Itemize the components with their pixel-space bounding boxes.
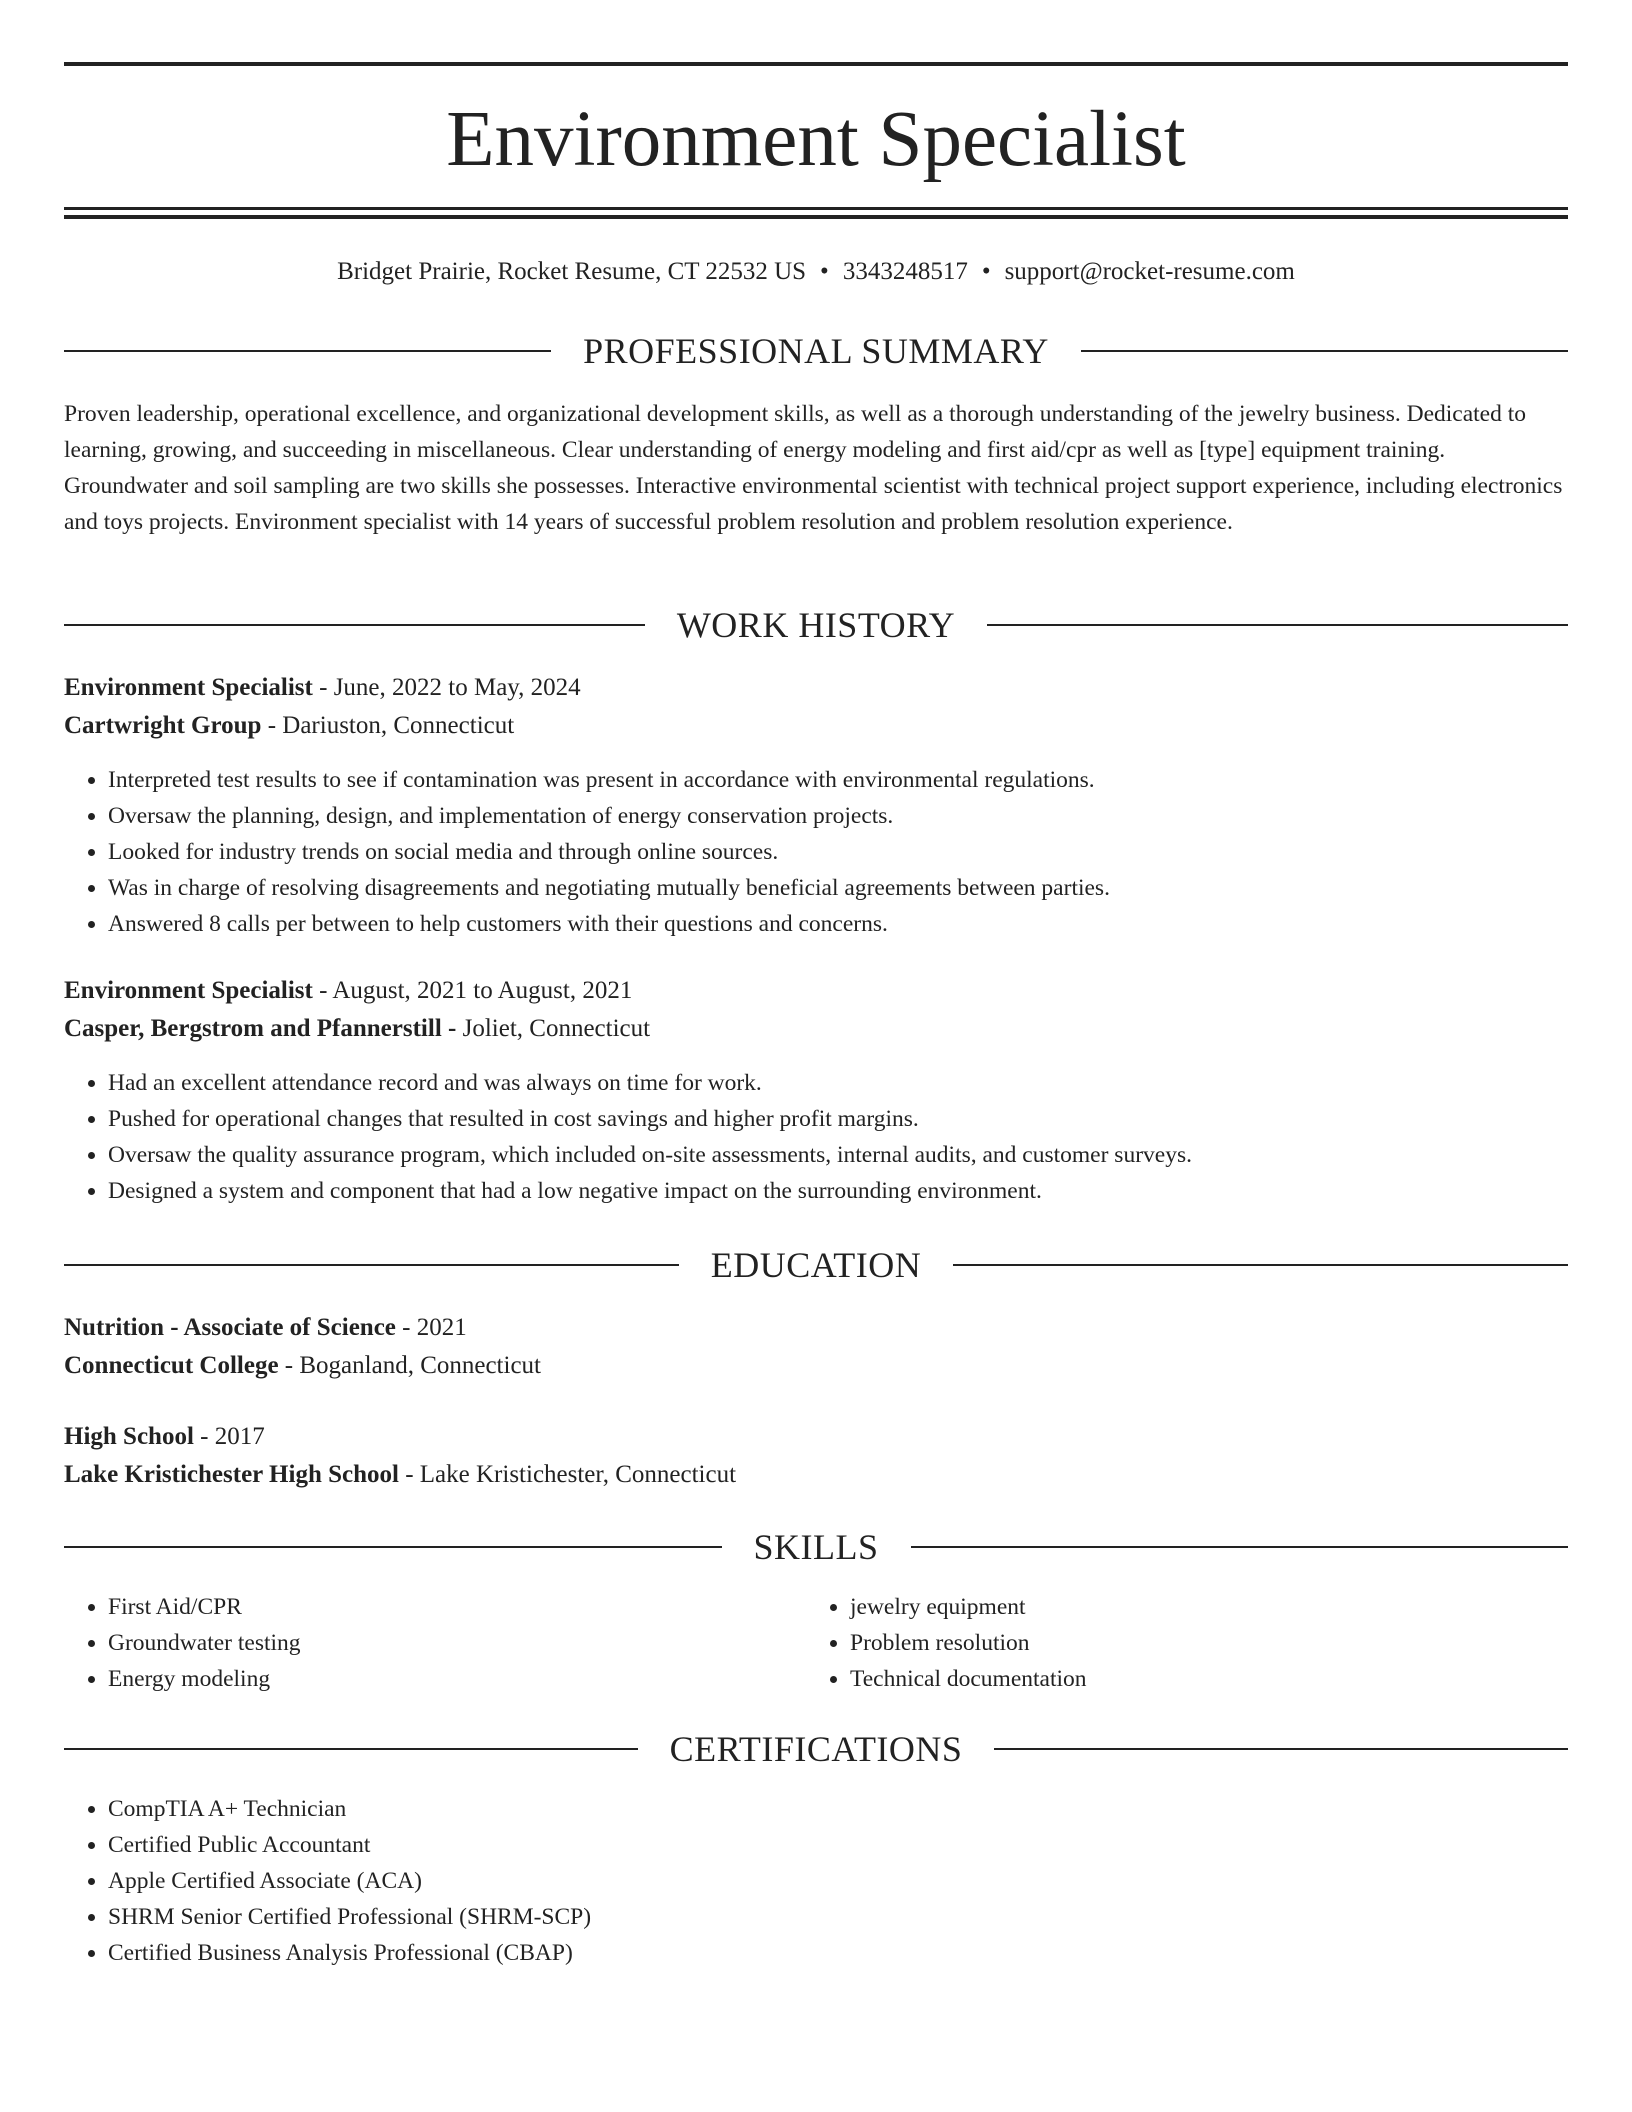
job-dates: August, 2021 to August, 2021	[332, 977, 633, 1004]
section-title: EDUCATION	[710, 1245, 922, 1285]
list-item: • Interpreted test results to see if contamination was present in accordance with environmental regulations.	[108, 762, 1110, 798]
heading-rule-right	[987, 624, 1568, 626]
list-item: • Certified Public Accountant	[108, 1827, 591, 1863]
list-item: • Oversaw the quality assurance program, which included on-site assessments, internal audits, and customer surveys.	[108, 1137, 1192, 1173]
page-title: Environment Specialist	[446, 96, 1186, 183]
education-school-line: Connecticut College - Boganland, Connecticut	[64, 1352, 541, 1379]
skills-list-left	[64, 1589, 301, 1697]
education-year: 2017	[214, 1423, 265, 1450]
list-item: • Answered 8 calls per between to help customers with their questions and concerns.	[108, 906, 1110, 942]
job-title: Environment Specialist	[64, 674, 313, 701]
certifications-list	[64, 1791, 591, 1971]
list-item: • jewelry equipment	[850, 1589, 1087, 1625]
contact-phone: 3343248517	[842, 258, 968, 285]
list-item: • Looked for industry trends on social media and through online sources.	[108, 834, 1110, 870]
list-item: • Designed a system and component that had a low negative impact on the surrounding environment.	[108, 1173, 1192, 1209]
section-heading-skills	[64, 1525, 1568, 1569]
heading-rule-right	[994, 1748, 1568, 1750]
list-item: • Apple Certified Associate (ACA)	[108, 1863, 591, 1899]
list-item: • Oversaw the planning, design, and implementation of energy conservation projects.	[108, 798, 1110, 834]
heading-rule-left	[64, 1264, 679, 1266]
list-item: • SHRM Senior Certified Professional (SHRM-SCP)	[108, 1899, 591, 1935]
job-title: Environment Specialist	[64, 977, 313, 1004]
job-company-line: Casper, Bergstrom and Pfannerstill - Joliet, Connecticut	[64, 1015, 651, 1042]
top-rule	[64, 62, 1568, 66]
list-item: • Problem resolution	[850, 1625, 1087, 1661]
job-dates: June, 2022 to May, 2024	[333, 674, 581, 701]
education-location: Boganland, Connecticut	[299, 1352, 541, 1379]
contact-separator: •	[981, 258, 991, 285]
education-degree-line: Nutrition - Associate of Science - 2021	[64, 1314, 467, 1341]
list-item: • Groundwater testing	[108, 1625, 301, 1661]
list-item: • Had an excellent attendance record and was always on time for work.	[108, 1065, 1192, 1101]
heading-rule-left	[64, 624, 645, 626]
list-item: • CompTIA A+ Technician	[108, 1791, 591, 1827]
education-school: Connecticut College	[64, 1352, 279, 1379]
section-title: PROFESSIONAL SUMMARY	[583, 331, 1049, 371]
education-school: Lake Kristichester High School	[64, 1461, 399, 1488]
heading-rule-right	[1081, 350, 1568, 352]
job-company-line: Cartwright Group - Dariuston, Connecticut	[64, 712, 515, 739]
contact-line	[64, 254, 1568, 290]
education-location: Lake Kristichester, Connecticut	[419, 1461, 737, 1488]
education-year: 2021	[416, 1314, 467, 1341]
job-bullets	[64, 1065, 1192, 1209]
list-item: • First Aid/CPR	[108, 1589, 301, 1625]
heading-rule-left	[64, 1546, 722, 1548]
section-heading-certifications	[64, 1727, 1568, 1771]
section-heading-education	[64, 1243, 1568, 1287]
section-heading-work-history	[64, 603, 1568, 647]
section-heading-summary	[64, 329, 1568, 373]
summary-text: Proven leadership, operational excellence, and organizational development skills, as well as a thorough understanding of the jewelry business. Dedicated to learning, growing, and succeeding in miscellaneous. Clear understanding of energy modeling and first aid/cpr as well as [type] equipment training. Groundwater and soil sampling are two skills she possesses. Interactive environmental scientist with technical project support experience, including electronics and toys projects. Environment specialist with 14 years of successful problem resolution and problem resolution experience.	[64, 401, 1563, 535]
job-title-line: Environment Specialist - August, 2021 to August, 2021	[64, 977, 633, 1004]
list-item: • Pushed for operational changes that resulted in cost savings and higher profit margins.	[108, 1101, 1192, 1137]
section-title: CERTIFICATIONS	[669, 1729, 963, 1769]
heading-rule-left	[64, 350, 551, 352]
job-company: Cartwright Group	[64, 712, 262, 739]
list-item: • Energy modeling	[108, 1661, 301, 1697]
job-location: Joliet, Connecticut	[462, 1015, 651, 1042]
title-rule-upper	[64, 207, 1568, 210]
contact-address: Bridget Prairie, Rocket Resume, CT 22532 US	[337, 258, 807, 285]
heading-rule-right	[911, 1546, 1569, 1548]
section-title: SKILLS	[753, 1527, 879, 1567]
job-bullets	[64, 762, 1110, 942]
list-item: • Technical documentation	[850, 1661, 1087, 1697]
education-degree-line: High School - 2017	[64, 1423, 265, 1450]
heading-rule-right	[953, 1264, 1568, 1266]
title-rule-lower	[64, 215, 1568, 219]
contact-separator: •	[820, 258, 829, 285]
job-company: Casper, Bergstrom and Pfannerstill	[64, 1015, 442, 1042]
education-degree: Nutrition - Associate of Science	[64, 1314, 396, 1341]
skills-list-right	[806, 1589, 1087, 1697]
section-title: WORK HISTORY	[676, 605, 956, 645]
job-location: Dariuston, Connecticut	[282, 712, 515, 739]
list-item: • Certified Business Analysis Professional (CBAP)	[108, 1935, 591, 1971]
contact-email: support@rocket-resume.com	[1004, 258, 1295, 285]
list-item: • Was in charge of resolving disagreements and negotiating mutually beneficial agreements between parties.	[108, 870, 1110, 906]
heading-rule-left	[64, 1748, 638, 1750]
education-degree: High School	[64, 1423, 194, 1450]
job-title-line: Environment Specialist - June, 2022 to May, 2024	[64, 674, 581, 701]
education-school-line: Lake Kristichester High School - Lake Kristichester, Connecticut	[64, 1461, 737, 1488]
